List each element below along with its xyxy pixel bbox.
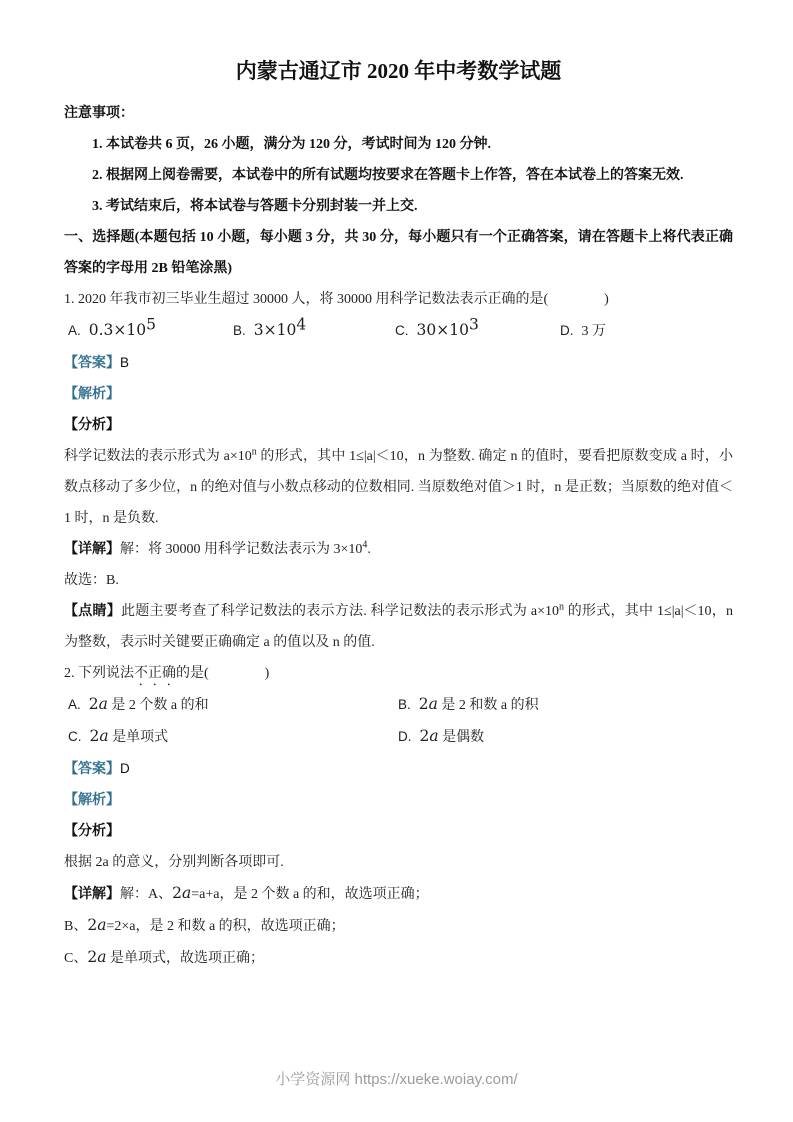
detail-label: 【详解】 xyxy=(64,542,120,557)
question-2-answer-value: D xyxy=(120,761,130,776)
question-1-option-d: D. 3 万 xyxy=(560,323,606,339)
question-1-answer-value: B xyxy=(120,355,130,370)
question-1-option-a: A. $0.3\times 10^5$ xyxy=(68,315,157,339)
question-1-explain-label: 【解析】 xyxy=(64,387,120,402)
section-1-heading: 一、选择题(本题包括 10 小题，每小题 3 分，共 30 分，每小题只有一个正确答案，请在答题卡上将代表正确答案的字母用 2B 铅笔涂黑) xyxy=(64,230,733,276)
detail-label: 【详解】 xyxy=(64,887,120,902)
question-2-option-c: C. 2a 是单项式 xyxy=(68,727,169,745)
question-1-answer-line xyxy=(64,347,733,379)
question-2-answer-line xyxy=(64,753,733,785)
question-1-analysis-label: 【分析】 xyxy=(64,418,120,433)
question-2-options-row-2 xyxy=(68,721,733,753)
question-2-analysis-text: 根据 2a 的意义，分别判断各项即可. xyxy=(64,855,284,870)
question-2-detail-line-1: 【详解】解：A、2a=a+a，是 2 个数 a 的和，故选项正确； xyxy=(64,884,429,902)
question-1-option-c: C. $30\times 10^3$ xyxy=(395,315,479,339)
question-1-detail-line: 【详解】解：将 30000 用科学记数法表示为 $3\times 10^4$. xyxy=(64,539,371,557)
question-2-analysis-label: 【分析】 xyxy=(64,824,120,839)
question-2-options-row-1 xyxy=(68,689,733,721)
question-2-option-d: D. 2a 是偶数 xyxy=(398,727,485,745)
question-2-detail-line-3: C、2a 是单项式，故选项正确； xyxy=(64,948,264,966)
answer-label: 【答案】 xyxy=(64,356,120,371)
notice-item-1: 1. 本试卷共 6 页，26 小题，满分为 120 分，考试时间为 120 分钟. xyxy=(92,137,491,152)
question-2-explain-label: 【解析】 xyxy=(64,793,120,808)
question-1-option-b: B. $3\times 10^4$ xyxy=(233,315,307,339)
question-2-option-b: B. 2a 是 2 和数 a 的积 xyxy=(398,695,539,713)
question-1-analysis-text: 科学记数法的表示形式为 $a\times 10^n$ 的形式，其中 1≤|a|＜10，n 为整数. 确定 n 的值时，要看把原数变成 a 时，小数点移动了多少位，n 的绝对值与小数点移动的位数相同. 当原数绝对值＞1 时，n 是正数；当原数的绝对值＜1 时，n 是负数. xyxy=(64,446,734,526)
comment-label: 【点睛】 xyxy=(64,604,121,619)
question-2-detail-line-2: B、2a=2×a，是 2 和数 a 的积，故选项正确； xyxy=(64,916,345,934)
question-1-conclusion: 故选：B. xyxy=(64,573,119,588)
question-2-option-a: A. 2a 是 2 个数 a 的和 xyxy=(68,695,209,713)
page-title: 内蒙古通辽市 2020 年中考数学试题 xyxy=(235,59,562,83)
question-1-stem: 1. 2020 年我市初三毕业生超过 30000 人，将 30000 用科学记数法表示正确的是( ) xyxy=(64,292,609,307)
question-2-stem: 2. 下列说法不正确的是( ) xyxy=(64,666,270,681)
notice-item-3: 3. 考试结束后，将本试卷与答题卡分别封装一并上交. xyxy=(92,199,418,214)
question-1-options xyxy=(68,315,733,347)
footer-watermark: 小学资源网 https://xueke.woiay.com/ xyxy=(275,1071,518,1088)
notice-item-2: 2. 根据网上阅卷需要，本试卷中的所有试题均按要求在答题卡上作答，答在本试卷上的答案无效. xyxy=(92,168,684,183)
notice-heading: 注意事项： xyxy=(64,106,134,121)
emphasized-text: 不正确 xyxy=(134,666,176,681)
answer-label: 【答案】 xyxy=(64,762,120,777)
question-1-comment: 【点睛】此题主要考查了科学记数法的表示方法. 科学记数法的表示形式为 $a\times 10^n$ 的形式，其中 1≤|a|＜10，n 为整数，表示时关键要正确确定 a 的值以及 n 的值. xyxy=(64,601,734,650)
